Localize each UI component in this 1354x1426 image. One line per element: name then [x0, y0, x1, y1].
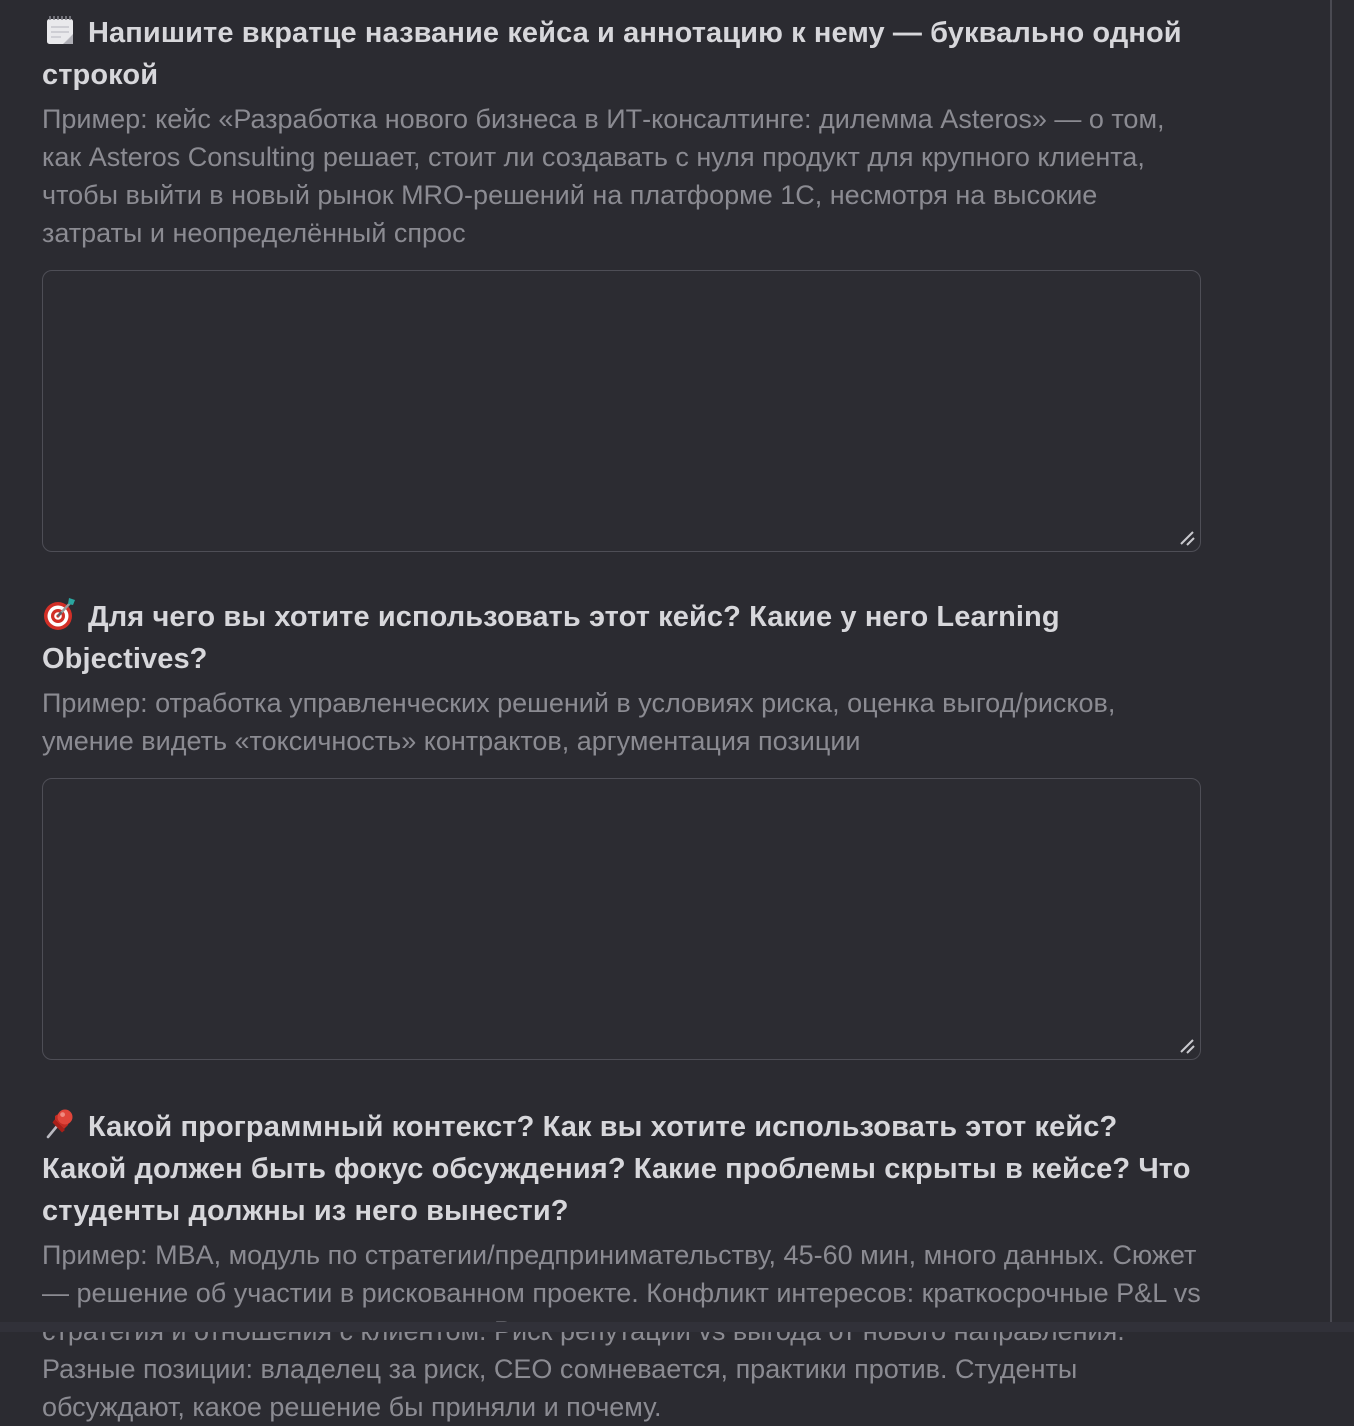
panel-divider — [1330, 0, 1332, 1332]
form-content — [42, 0, 1202, 1426]
section-case-title — [42, 0, 1202, 552]
case-title-textarea[interactable] — [42, 270, 1201, 552]
section-example-text: Пример: отработка управленческих решений в условиях риска, оценка выгод/рисков, умение видеть «токсичность» контрактов, аргументация позиции — [42, 688, 1116, 756]
section-title — [42, 12, 1202, 96]
learning-objectives-textarea[interactable] — [42, 778, 1201, 1060]
section-example-text: Пример: кейс «Разработка нового бизнеса в ИТ-консалтинге: дилемма Asteros» — о том, как Asteros Consulting решает, стоит ли создавать с нуля продукт для крупного клиента, чтобы выйти в новый рынок MRO-решений на платформе 1С, несмотря на высокие затраты и неопределённый спрос — [42, 104, 1165, 248]
resize-handle-icon[interactable] — [1176, 527, 1196, 547]
bottom-strip — [0, 1322, 1354, 1332]
section-example-text: Пример: MBA, модуль по стратегии/предпринимательству, 45-60 мин, много данных. Сюжет — решение об участии в рискованном проекте. Конфликт интересов: краткосрочные P&L vs Разные позиции: владелец за риск, CEO сомневается, практики против. Студенты обсуждают, какое решение бы приняли и почему. — [42, 1240, 1201, 1422]
direct-hit-icon — [42, 596, 78, 632]
section-title — [42, 596, 1202, 680]
section-title-text: Для чего вы хотите использовать этот кейс? Какие у него Learning Objectives? — [42, 601, 1060, 675]
spiral-notepad-icon — [42, 12, 78, 48]
case-title-textarea-wrap — [42, 270, 1201, 552]
pushpin-icon — [42, 1106, 78, 1142]
learning-objectives-textarea-wrap — [42, 778, 1201, 1060]
section-title-text: Напишите вкратце название кейса и аннотацию к нему — буквально одной строкой — [42, 17, 1182, 91]
resize-handle-icon[interactable] — [1176, 1035, 1196, 1055]
section-title — [42, 1106, 1202, 1232]
section-title-text: Какой программный контекст? Как вы хотите использовать этот кейс? Какой должен быть фокус обсуждения? Какие проблемы скрыты в кейсе? Что студенты должны из него вынести? — [42, 1111, 1191, 1227]
section-program-context — [42, 1106, 1202, 1426]
section-learning-objectives — [42, 596, 1202, 1060]
